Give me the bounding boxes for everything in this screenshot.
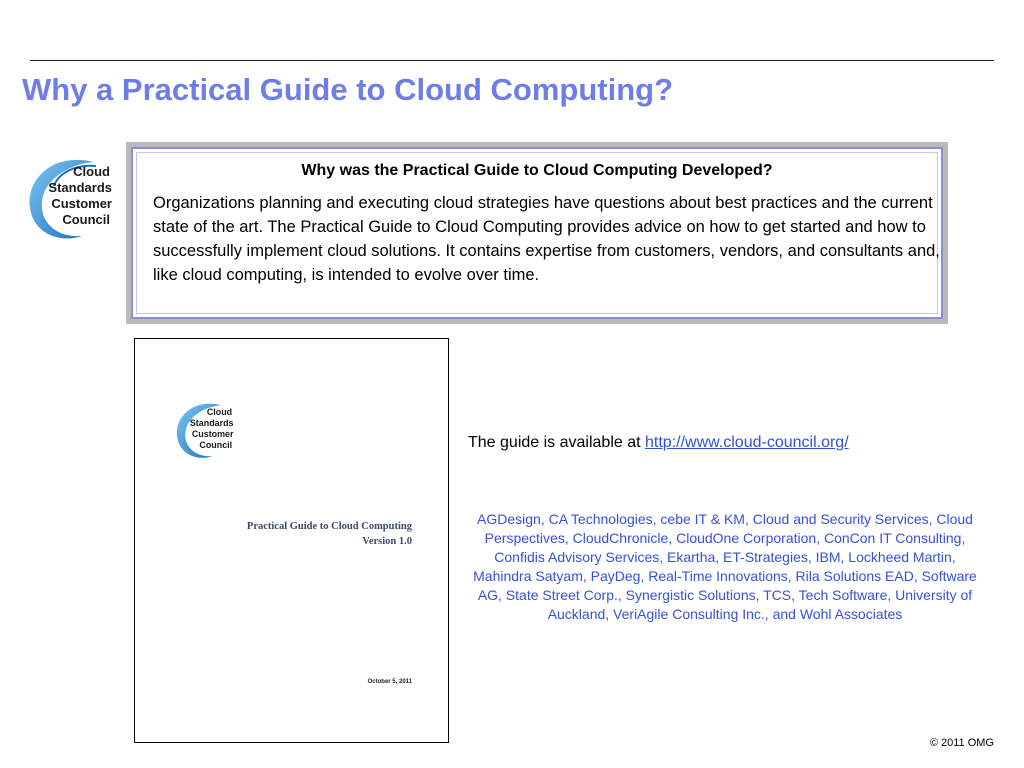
cover-logo-line-4: Council [199,439,233,450]
cover-title-line-1: Practical Guide to Cloud Computing [246,521,412,532]
availability-line [468,434,849,452]
cover-date: October 5, 2011 [367,679,412,685]
cover-title [247,519,412,549]
logo-line-1: Cloud [73,164,110,179]
guide-cover-image [134,338,449,743]
cover-logo-line-3: Customer [191,428,234,439]
cover-logo-icon [173,397,239,463]
slide-title: Why a Practical Guide to Cloud Computing? [22,72,674,107]
cscc-logo [24,150,120,246]
availability-prefix: The guide is available at [468,434,645,451]
callout-body: Organizations planning and executing cloud strategies have questions about best practices and the current state of the art. The Practical Guide to Cloud Computing provides advice on how to get started and how to successfully implement cloud solutions. It contains expertise from customers, vendors, and consultants and, like cloud computing, is intended to evolve over time. [153,194,940,284]
logo-line-4: Council [62,212,110,227]
cover-logo-line-2: Standards [189,417,234,428]
cover-title-line-2: Version 1.0 [362,536,412,547]
logo-line-3: Customer [51,196,112,211]
top-divider [30,60,994,61]
copyright-footer: © 2011 OMG [929,737,994,749]
logo-line-2: Standards [48,180,112,195]
council-website-link[interactable]: http://www.cloud-council.org/ [645,434,849,451]
cscc-logo-icon [24,150,120,246]
callout-heading: Why was the Practical Guide to Cloud Computing Developed? [301,162,773,179]
contributors-list: AGDesign, CA Technologies, cebe IT & KM, Cloud and Security Services, Cloud Perspectives, CloudChronicle, CloudOne Corporation, ConCon IT Consulting, Confidis Advisory Services, Ekartha, ET-Strategies, IBM, Lockheed Martin, Mahindra Satyam, PayDeg, Real-Time Innovations, Rila Solutions EAD, Software AG, State Street Corp., Synergistic Solutions, TCS, Tech Software, University of Auckland, VeriAgile Consulting Inc., and Wohl Associates [473,511,977,622]
callout-box [131,147,943,319]
cover-logo-line-1: Cloud [206,406,233,417]
cover-logo [173,397,239,463]
